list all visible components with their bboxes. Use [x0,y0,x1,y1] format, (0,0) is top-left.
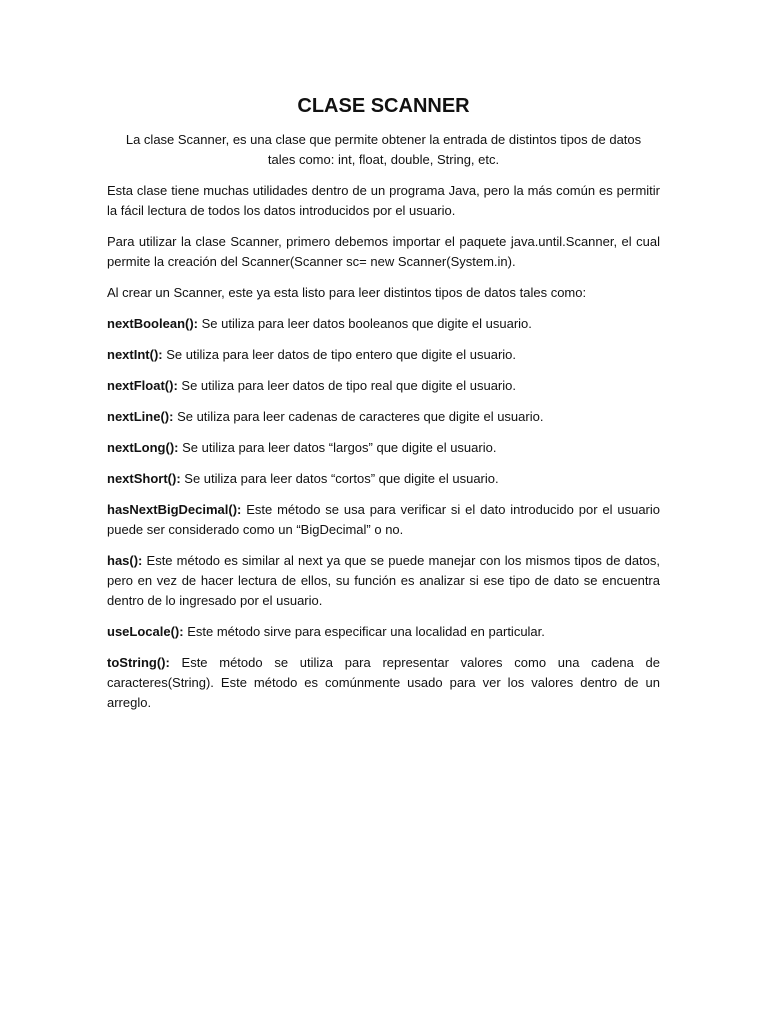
method-name: nextFloat(): [107,378,178,393]
method-name: nextBoolean(): [107,316,198,331]
method-description: Este método se utiliza para representar valores como una cadena de caracteres(String). Este método es comúnmente usado para ver los valores dentro de un arreglo. [107,655,660,710]
method-item [107,500,660,540]
method-description: Se utiliza para leer datos booleanos que digite el usuario. [198,316,532,331]
method-name: nextLong(): [107,440,179,455]
paragraph-import: Para utilizar la clase Scanner, primero debemos importar el paquete java.until.Scanner, el cual permite la creación del Scanner(Scanner sc= new Scanner(System.in). [107,234,660,269]
method-name: nextInt(): [107,347,163,362]
method-description: Este método sirve para especificar una localidad en particular. [183,624,545,639]
method-name: has(): [107,553,143,568]
method-item [107,314,660,334]
method-item [107,653,660,713]
method-description: Se utiliza para leer datos de tipo entero que digite el usuario. [162,347,517,362]
method-description: Se utiliza para leer cadenas de caracteres que digite el usuario. [173,409,544,424]
method-description: Se utiliza para leer datos “largos” que digite el usuario. [178,440,497,455]
method-item [107,551,660,611]
method-description: Este método es similar al next ya que se puede manejar con los mismos tipos de datos, pero en vez de hacer lectura de ellos, su función es analizar si ese tipo de dato se encuentra dentro de lo ingresado por el usuario. [107,553,660,608]
method-item [107,407,660,427]
method-item [107,345,660,365]
method-name: nextShort(): [107,471,181,486]
method-item [107,376,660,396]
method-name: hasNextBigDecimal(): [107,502,242,517]
method-item [107,438,660,458]
paragraph-utilities: Esta clase tiene muchas utilidades dentro de un programa Java, pero la más común es permitir la fácil lectura de todos los datos introducidos por el usuario. [107,183,660,218]
method-description: Este método se usa para verificar si el dato introducido por el usuario puede ser considerado como un “BigDecimal” o no. [107,502,660,537]
method-item [107,622,660,642]
method-description: Se utiliza para leer datos de tipo real que digite el usuario. [177,378,516,393]
method-item [107,469,660,489]
paragraph-create-scanner: Al crear un Scanner, este ya esta listo para leer distintos tipos de datos tales como: [107,285,587,300]
method-name: toString(): [107,655,170,670]
document-title: CLASE SCANNER [297,95,470,117]
method-name: nextLine(): [107,409,174,424]
intro-paragraph: La clase Scanner, es una clase que permite obtener la entrada de distintos tipos de datos tales como: int, float, double, String, etc. [125,132,642,167]
method-description: Se utiliza para leer datos “cortos” que digite el usuario. [180,471,499,486]
method-name: useLocale(): [107,624,184,639]
